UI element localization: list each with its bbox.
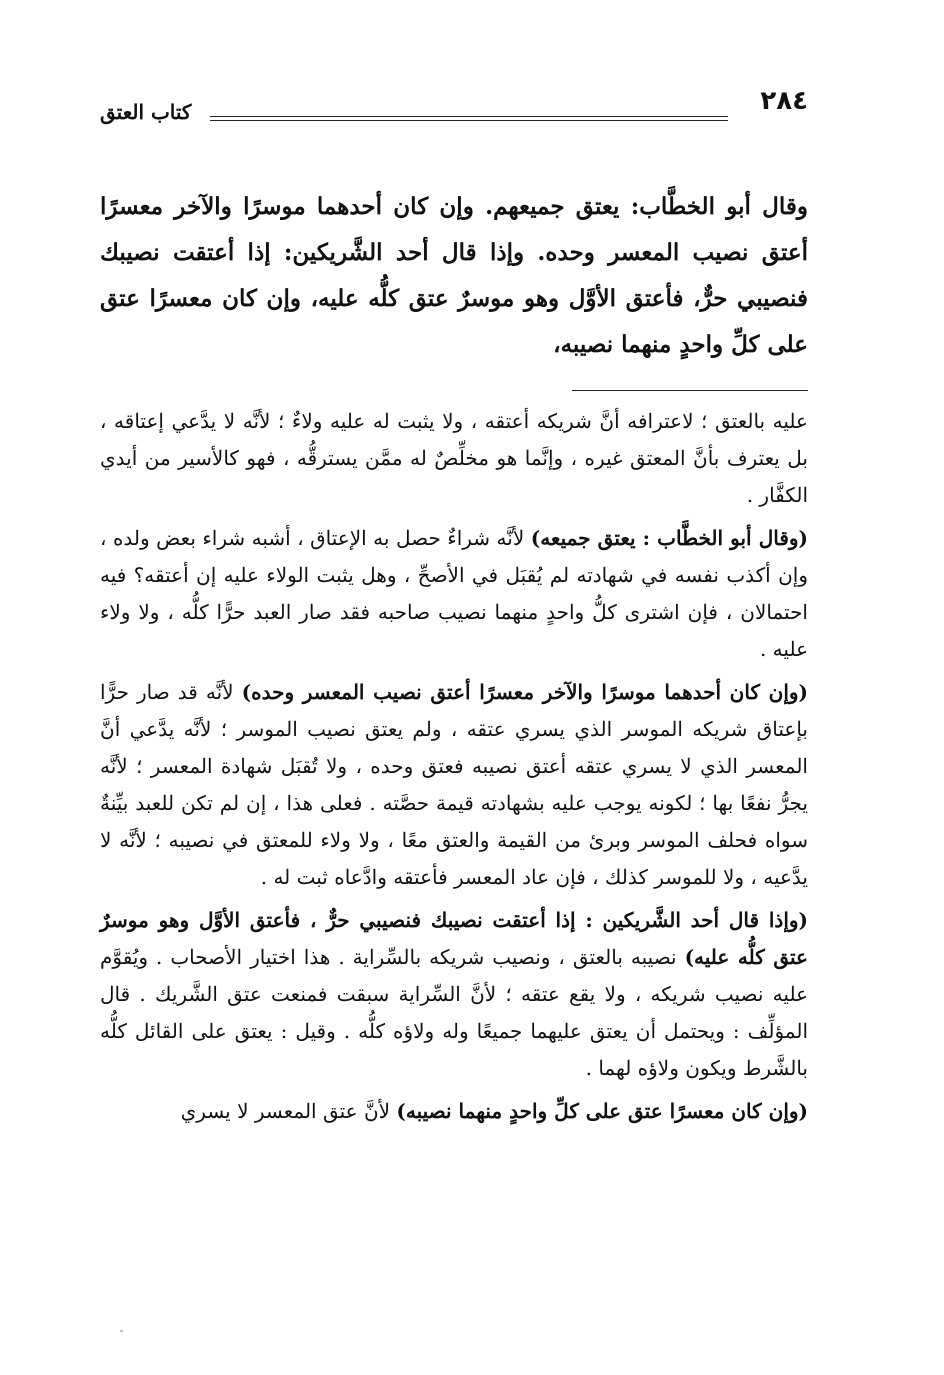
commentary-text: لأنَّه شراءٌ حصل به الإعتاق ، أشبه شراء بعض ولده ، وإن أكذب نفسه في شهادته لم يُقبَل في الأصحِّ ، وهل يثبت الولاء عليه إن أعتقه؟ فيه احتمالان ، فإن اشترى كلُّ واحدٍ منهما نصيب صاحبه فقد صار العبد حرًّا كلُّه ، ولا ولاء عليه . [100,526,808,661]
commentary-quote: (وقال أبو الخطَّاب : يعتق جميعه) [530,526,809,550]
page-number: ٢٨٤ [760,86,808,116]
commentary-paragraph [100,674,808,896]
commentary-paragraph [100,1093,808,1130]
document-page [100,80,808,1136]
matn-text: وقال أبو الخطَّاب: يعتق جميعهم. وإن كان أحدهما موسرًا والآخر معسرًا أعتق نصيب المعسر وحده. وإذا قال أحد الشَّريكين: إذا أعتقت نصيبك فنصيبي حرٌّ، فأعتق الأوَّل وهو موسرٌ عتق كلُّه عليه، وإن كان معسرًا عتق على كلِّ واحدٍ منهما نصيبه، [100,193,808,358]
commentary-text: نصيبه بالعتق ، ونصيب شريكه بالسِّراية . هذا اختيار الأصحاب . ويُقوَّم عليه نصيب شريكه ، ولا يقع عتقه ؛ لأنَّ السِّراية سبقت فمنعت عتق الشَّريك . قال المؤلِّف : ويحتمل أن يعتق عليهما جميعًا وله ولاؤه كلُّه . وقيل : يعتق على القائل كلُّه بالشَّرط ويكون ولاؤه لهما . [100,945,808,1080]
header-rule [210,116,728,121]
page-header [100,80,808,124]
commentary-quote: (وإن كان أحدهما موسرًا والآخر معسرًا أعتق نصيب المعسر وحده) [241,680,809,704]
commentary-paragraph [100,403,808,514]
commentary-quote: (وإذا قال أحد الشَّريكين : إذا أعتقت نصيبك فنصيبي حرٌّ ، فأعتق الأوَّل وهو موسرٌ عتق كلُّه عليه) [100,908,808,969]
commentary-paragraph [100,520,808,668]
scan-speck [120,1330,123,1332]
commentary-quote: (وإن كان معسرًا عتق على كلِّ واحدٍ منهما نصيبه) [396,1099,808,1123]
commentary-text: لأنَّه قد صار حرًّا بإعتاق شريكه الموسر الذي يسري عتقه ، ولم يعتق نصيب الموسر ؛ لأنَّه يدَّعي أنَّ المعسر الذي لا يسري عتقه أعتق نصيبه فعتق وحده ، ولا تُقبَل شهادة المعسر ؛ لأنَّه يجرُّ نفعًا بها ؛ لكونه يوجب عليه بشهادته قيمة حصَّته . فعلى هذا ، إن لم تكن للعبد بيِّنةٌ سواه فحلف الموسر وبرئ من القيمة والعتق معًا ، ولا ولاء للمعتق في نصيبه ؛ لأنَّه لا يدَّعيه ، ولا للموسر كذلك ، فإن عاد المعسر فأعتقه وادَّعاه ثبت له . [100,680,808,889]
commentary [100,403,808,1130]
book-title: كتاب العتق [100,100,192,124]
footnote-separator [572,390,808,391]
commentary-paragraph [100,902,808,1087]
commentary-text: لأنَّ عتق المعسر لا يسري [180,1099,397,1123]
commentary-text: عليه بالعتق ؛ لاعترافه أنَّ شريكه أعتقه ، ولا يثبت له عليه ولاءٌ ؛ لأنَّه لا يدَّعي إعتاقه ، بل يعترف بأنَّ المعتق غيره ، وإنَّما هو مخلِّصٌ له ممَّن يسترقُّه ، فهو كالأسير من أيدي الكفَّار . [100,409,808,507]
